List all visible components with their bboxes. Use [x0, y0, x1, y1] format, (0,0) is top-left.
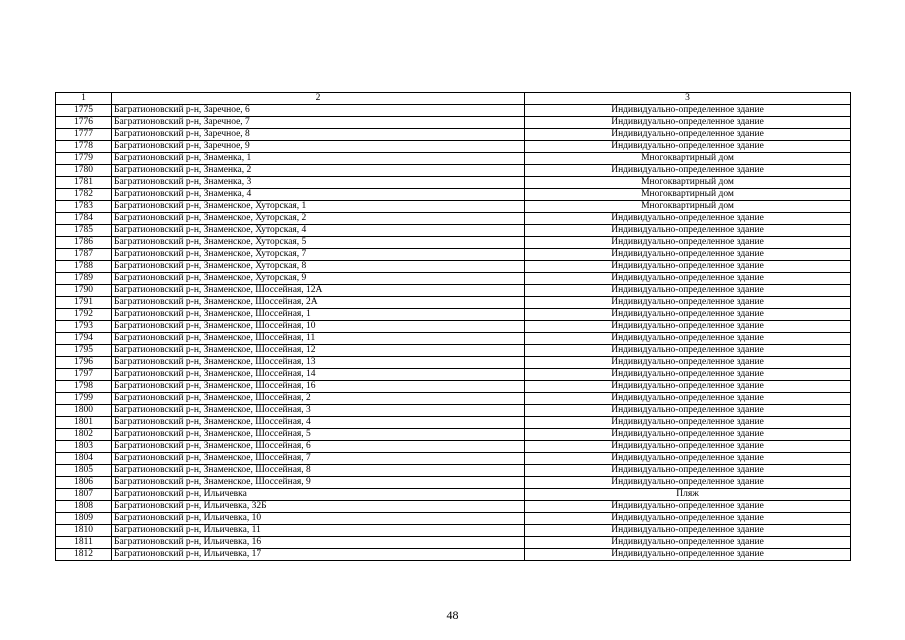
cell-address: Багратионовский р-н, Ильичевка, 11 — [112, 525, 525, 537]
table-row — [56, 465, 851, 477]
table-row — [56, 489, 851, 501]
cell-number: 1812 — [56, 549, 112, 561]
cell-number: 1792 — [56, 309, 112, 321]
cell-address: Багратионовский р-н, Ильичевка, 10 — [112, 513, 525, 525]
cell-number: 1788 — [56, 261, 112, 273]
cell-object-type: Индивидуально-определенное здание — [525, 549, 851, 561]
cell-address: Багратионовский р-н, Знаменское, Хуторская, 9 — [112, 273, 525, 285]
cell-number: 1795 — [56, 345, 112, 357]
cell-address: Багратионовский р-н, Заречное, 9 — [112, 141, 525, 153]
cell-address: Багратионовский р-н, Знаменское, Хуторская, 1 — [112, 201, 525, 213]
table-row — [56, 477, 851, 489]
table-row — [56, 501, 851, 513]
table-row — [56, 417, 851, 429]
table-row — [56, 537, 851, 549]
cell-number: 1791 — [56, 297, 112, 309]
cell-address: Багратионовский р-н, Знаменское, Шоссейная, 12 — [112, 345, 525, 357]
cell-number: 1779 — [56, 153, 112, 165]
table-row — [56, 237, 851, 249]
page-number: 48 — [446, 608, 459, 622]
cell-address: Багратионовский р-н, Заречное, 7 — [112, 117, 525, 129]
cell-address: Багратионовский р-н, Знаменское, Шоссейная, 9 — [112, 477, 525, 489]
table-row — [56, 129, 851, 141]
cell-number: 1778 — [56, 141, 112, 153]
cell-object-type: Индивидуально-определенное здание — [525, 273, 851, 285]
cell-number: 1790 — [56, 285, 112, 297]
cell-object-type: Индивидуально-определенное здание — [525, 345, 851, 357]
cell-object-type: Индивидуально-определенное здание — [525, 513, 851, 525]
cell-object-type: Пляж — [525, 489, 851, 501]
cell-number: 1799 — [56, 393, 112, 405]
cell-object-type: Индивидуально-определенное здание — [525, 225, 851, 237]
cell-address: Багратионовский р-н, Знаменка, 4 — [112, 189, 525, 201]
table-row — [56, 321, 851, 333]
cell-address: Багратионовский р-н, Знаменское, Шоссейная, 7 — [112, 453, 525, 465]
cell-address: Багратионовский р-н, Ильичевка — [112, 489, 525, 501]
cell-object-type: Индивидуально-определенное здание — [525, 453, 851, 465]
cell-object-type: Индивидуально-определенное здание — [525, 261, 851, 273]
cell-object-type: Индивидуально-определенное здание — [525, 369, 851, 381]
cell-address: Багратионовский р-н, Знаменское, Хуторская, 2 — [112, 213, 525, 225]
cell-number: 1807 — [56, 489, 112, 501]
cell-object-type: Индивидуально-определенное здание — [525, 381, 851, 393]
cell-number: 1797 — [56, 369, 112, 381]
cell-number: 1796 — [56, 357, 112, 369]
cell-number: 1785 — [56, 225, 112, 237]
cell-address: Багратионовский р-н, Знаменское, Шоссейная, 8 — [112, 465, 525, 477]
table-row — [56, 273, 851, 285]
cell-object-type: Индивидуально-определенное здание — [525, 309, 851, 321]
cell-address: Багратионовский р-н, Знаменское, Хуторская, 4 — [112, 225, 525, 237]
cell-object-type: Индивидуально-определенное здание — [525, 393, 851, 405]
cell-object-type: Индивидуально-определенное здание — [525, 405, 851, 417]
cell-object-type: Индивидуально-определенное здание — [525, 249, 851, 261]
column-header-number: 1 — [56, 93, 112, 105]
cell-number: 1798 — [56, 381, 112, 393]
cell-number: 1783 — [56, 201, 112, 213]
table-row — [56, 189, 851, 201]
cell-address: Багратионовский р-н, Знаменское, Шоссейная, 4 — [112, 417, 525, 429]
cell-object-type: Индивидуально-определенное здание — [525, 333, 851, 345]
cell-address: Багратионовский р-н, Знаменское, Шоссейная, 6 — [112, 441, 525, 453]
registry-table — [55, 92, 851, 561]
cell-number: 1801 — [56, 417, 112, 429]
table-row — [56, 381, 851, 393]
cell-address: Багратионовский р-н, Знаменское, Шоссейная, 12А — [112, 285, 525, 297]
cell-address: Багратионовский р-н, Знаменское, Хуторская, 5 — [112, 237, 525, 249]
cell-address: Багратионовский р-н, Ильичевка, 16 — [112, 537, 525, 549]
cell-number: 1806 — [56, 477, 112, 489]
cell-number: 1808 — [56, 501, 112, 513]
cell-address: Багратионовский р-н, Знаменское, Шоссейная, 2 — [112, 393, 525, 405]
cell-address: Багратионовский р-н, Знаменка, 3 — [112, 177, 525, 189]
cell-number: 1805 — [56, 465, 112, 477]
cell-address: Багратионовский р-н, Знаменское, Шоссейная, 16 — [112, 381, 525, 393]
table-row — [56, 153, 851, 165]
cell-number: 1803 — [56, 441, 112, 453]
table-row — [56, 441, 851, 453]
cell-object-type: Индивидуально-определенное здание — [525, 321, 851, 333]
table-header-row — [56, 93, 851, 105]
table-row — [56, 333, 851, 345]
table-body — [56, 105, 851, 561]
cell-number: 1802 — [56, 429, 112, 441]
cell-number: 1787 — [56, 249, 112, 261]
cell-object-type: Индивидуально-определенное здание — [525, 129, 851, 141]
cell-address: Багратионовский р-н, Знаменское, Шоссейная, 3 — [112, 405, 525, 417]
cell-number: 1811 — [56, 537, 112, 549]
column-header-type: 3 — [525, 93, 851, 105]
cell-object-type: Индивидуально-определенное здание — [525, 285, 851, 297]
cell-number: 1809 — [56, 513, 112, 525]
cell-number: 1800 — [56, 405, 112, 417]
cell-address: Багратионовский р-н, Ильичевка, 17 — [112, 549, 525, 561]
cell-number: 1804 — [56, 453, 112, 465]
table-row — [56, 369, 851, 381]
cell-object-type: Многоквартирный дом — [525, 177, 851, 189]
table-row — [56, 309, 851, 321]
cell-address: Багратионовский р-н, Знаменское, Шоссейная, 1 — [112, 309, 525, 321]
cell-object-type: Индивидуально-определенное здание — [525, 441, 851, 453]
cell-object-type: Индивидуально-определенное здание — [525, 105, 851, 117]
table-row — [56, 225, 851, 237]
cell-object-type: Индивидуально-определенное здание — [525, 237, 851, 249]
cell-object-type: Индивидуально-определенное здание — [525, 429, 851, 441]
table-row — [56, 249, 851, 261]
column-header-address: 2 — [112, 93, 525, 105]
cell-address: Багратионовский р-н, Заречное, 8 — [112, 129, 525, 141]
cell-object-type: Многоквартирный дом — [525, 189, 851, 201]
cell-number: 1786 — [56, 237, 112, 249]
table-row — [56, 429, 851, 441]
cell-address: Багратионовский р-н, Знаменское, Шоссейная, 10 — [112, 321, 525, 333]
cell-address: Багратионовский р-н, Знаменка, 2 — [112, 165, 525, 177]
cell-address: Багратионовский р-н, Знаменское, Шоссейная, 11 — [112, 333, 525, 345]
cell-number: 1794 — [56, 333, 112, 345]
table-row — [56, 105, 851, 117]
table-row — [56, 213, 851, 225]
table-row — [56, 177, 851, 189]
table-row — [56, 393, 851, 405]
cell-object-type: Индивидуально-определенное здание — [525, 165, 851, 177]
cell-object-type: Индивидуально-определенное здание — [525, 477, 851, 489]
cell-address: Багратионовский р-н, Знаменка, 1 — [112, 153, 525, 165]
table-row — [56, 513, 851, 525]
cell-object-type: Индивидуально-определенное здание — [525, 417, 851, 429]
cell-number: 1777 — [56, 129, 112, 141]
table-row — [56, 297, 851, 309]
cell-address: Багратионовский р-н, Знаменское, Шоссейная, 2А — [112, 297, 525, 309]
table-row — [56, 357, 851, 369]
cell-object-type: Индивидуально-определенное здание — [525, 141, 851, 153]
cell-address: Багратионовский р-н, Знаменское, Хуторская, 7 — [112, 249, 525, 261]
cell-object-type: Индивидуально-определенное здание — [525, 465, 851, 477]
cell-number: 1789 — [56, 273, 112, 285]
cell-object-type: Индивидуально-определенное здание — [525, 213, 851, 225]
cell-number: 1781 — [56, 177, 112, 189]
table-row — [56, 525, 851, 537]
cell-address: Багратионовский р-н, Знаменское, Хуторская, 8 — [112, 261, 525, 273]
cell-object-type: Индивидуально-определенное здание — [525, 297, 851, 309]
cell-number: 1784 — [56, 213, 112, 225]
table-row — [56, 165, 851, 177]
cell-object-type: Индивидуально-определенное здание — [525, 537, 851, 549]
cell-object-type: Индивидуально-определенное здание — [525, 117, 851, 129]
table-row — [56, 201, 851, 213]
table-row — [56, 345, 851, 357]
cell-object-type: Многоквартирный дом — [525, 201, 851, 213]
cell-object-type: Индивидуально-определенное здание — [525, 501, 851, 513]
table-row — [56, 261, 851, 273]
cell-number: 1776 — [56, 117, 112, 129]
cell-number: 1810 — [56, 525, 112, 537]
cell-address: Багратионовский р-н, Знаменское, Шоссейная, 5 — [112, 429, 525, 441]
cell-address: Багратионовский р-н, Знаменское, Шоссейная, 14 — [112, 369, 525, 381]
cell-number: 1782 — [56, 189, 112, 201]
cell-object-type: Индивидуально-определенное здание — [525, 525, 851, 537]
table-row — [56, 285, 851, 297]
cell-address: Багратионовский р-н, Заречное, 6 — [112, 105, 525, 117]
cell-address: Багратионовский р-н, Ильичевка, 32Б — [112, 501, 525, 513]
table-row — [56, 405, 851, 417]
cell-number: 1775 — [56, 105, 112, 117]
table-row — [56, 453, 851, 465]
cell-number: 1780 — [56, 165, 112, 177]
cell-address: Багратионовский р-н, Знаменское, Шоссейная, 13 — [112, 357, 525, 369]
cell-object-type: Индивидуально-определенное здание — [525, 357, 851, 369]
table-row — [56, 549, 851, 561]
cell-object-type: Многоквартирный дом — [525, 153, 851, 165]
cell-number: 1793 — [56, 321, 112, 333]
table-row — [56, 117, 851, 129]
table-row — [56, 141, 851, 153]
